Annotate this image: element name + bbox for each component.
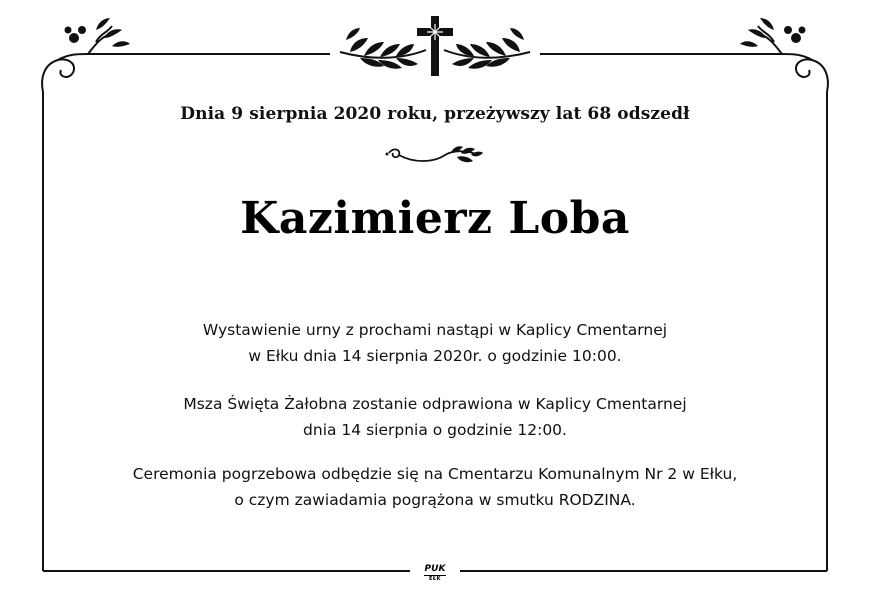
urn-viewing-paragraph — [0, 317, 870, 369]
vine-flourish-icon — [383, 141, 487, 169]
funeral-mass-paragraph — [0, 391, 870, 443]
logo-main-text: PUK — [424, 564, 446, 574]
paragraph-line: Ceremonia pogrzebowa odbędzie się na Cmentarzu Komunalnym Nr 2 w Ełku, — [132, 465, 738, 483]
paragraph-line: dnia 14 sierpnia o godzinie 12:00. — [303, 421, 567, 439]
paragraph-line: w Ełku dnia 14 sierpnia 2020r. o godzinie 10:00. — [248, 347, 622, 365]
cross-with-laurel-icon — [340, 16, 530, 76]
logo-sub-text: EŁK — [424, 575, 446, 582]
deceased-name: Kazimierz Loba — [240, 193, 630, 244]
paragraph-line: Msza Święta Żałobna zostanie odprawiona w Kaplicy Cmentarnej — [183, 395, 687, 413]
paragraph-line: o czym zawiadamia pogrążona w smutku RODZINA. — [234, 491, 636, 509]
paragraph-line: Wystawienie urny z prochami nastąpi w Kaplicy Cmentarnej — [202, 321, 668, 339]
burial-ceremony-paragraph — [0, 461, 870, 513]
puk-elk-logo — [413, 561, 457, 585]
floral-ornament-icon — [758, 26, 828, 92]
death-notice-intro: Dnia 9 sierpnia 2020 roku, przeżywszy lat 68 odszedł — [180, 104, 690, 124]
floral-ornament-icon — [42, 26, 112, 92]
